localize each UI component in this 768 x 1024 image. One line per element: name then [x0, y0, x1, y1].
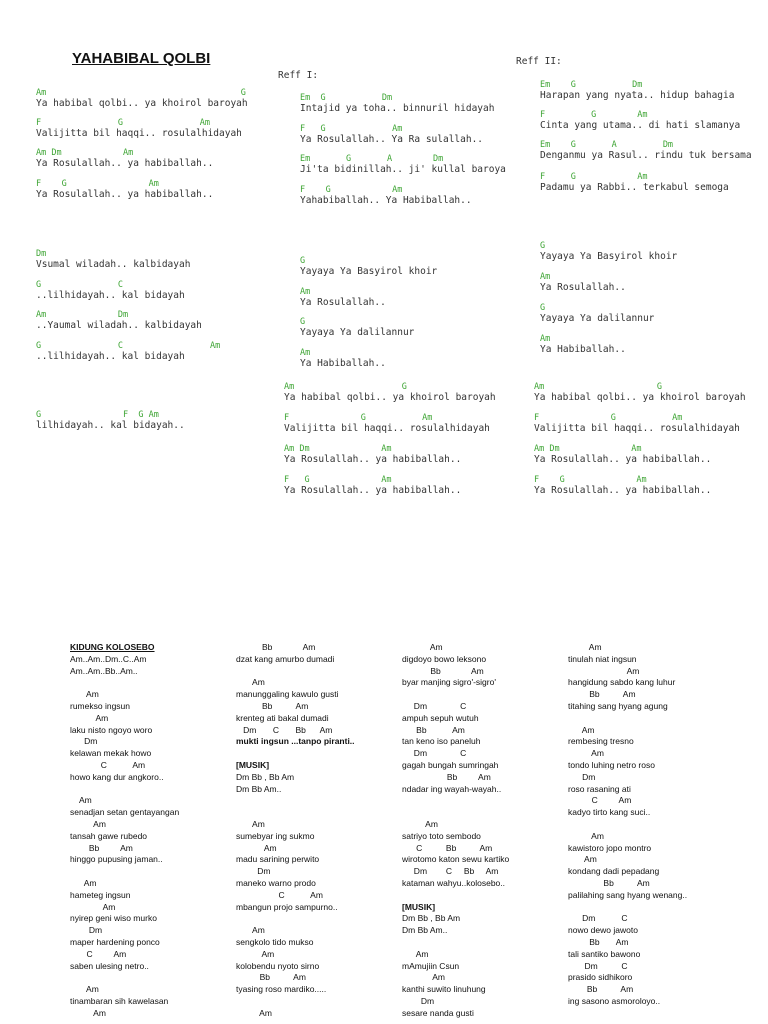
lyric-line: Ya Habiballah.. [300, 358, 386, 369]
song-line: digdoyo bowo leksono [402, 653, 487, 664]
song-line: Bb Am [236, 642, 316, 652]
song-line: ndadar ing wayah-wayah.. [402, 783, 502, 794]
lyric-line: Ya Rosulallah.. ya habiballah.. [284, 485, 462, 496]
song-line: [MUSIK] [402, 901, 436, 912]
song-line: Bb Am [568, 689, 636, 700]
lyric-line: Ya Rosulallah.. ya habiballah.. [534, 454, 712, 465]
song-line: Bb Am [568, 984, 634, 995]
song-line: Am [236, 948, 275, 959]
chord-line: G [540, 241, 546, 251]
song-line: Am [70, 689, 99, 700]
song-line: palilahing sang hyang wenang.. [568, 889, 688, 900]
song-line: Dm C Bb Am [236, 724, 333, 735]
lyric-line: Denganmu ya Rasul.. rindu tuk bersama [540, 150, 752, 161]
song-line: kolobendu nyoto sirno [236, 960, 320, 971]
song-line: tinulah niat ingsun [568, 653, 637, 664]
lyric-line: Yayaya Ya Basyirol khoir [300, 266, 438, 277]
lyric-line: Ya Rosulallah.. ya habiballah.. [36, 158, 214, 169]
chord-line: Am Dm Am [534, 444, 642, 454]
song-line: Bb Am [568, 878, 650, 888]
song-line: Bb Am [402, 724, 465, 735]
chord-line: F G Am [36, 179, 159, 189]
chord-line: G [300, 256, 306, 266]
chord-line: Em G Dm [540, 80, 643, 90]
song-line: Am [568, 854, 597, 865]
song-line: Am [236, 1007, 272, 1018]
song-line: Am [236, 819, 265, 829]
chord-line: Am [300, 287, 311, 297]
chord-line: Am Dm Am [36, 148, 134, 158]
song-line: Dm [70, 925, 103, 936]
chord-line: F G Am [300, 185, 403, 195]
song-title-kidung: KIDUNG KOLOSEBO [70, 642, 155, 652]
chord-line: G [540, 303, 546, 313]
lyric-line: Cinta yang utama.. di hati slamanya [540, 120, 741, 131]
chord-line: F G Am [534, 413, 683, 423]
lyric-line: Valijitta bil haqqi.. rosulalhidayah [36, 128, 242, 139]
song-line: Dm Bb Am.. [402, 925, 448, 936]
lyric-line: Ya Rosulallah.. ya habiballah.. [36, 189, 214, 200]
song-line: kanthi suwito linuhung [402, 984, 486, 995]
song-line: tan keno iso paneluh [402, 736, 481, 747]
song-line: Bb Am [402, 771, 491, 782]
chord-line: F G Am [36, 118, 210, 128]
song-line: rembesing tresno [568, 736, 634, 747]
song-line: Am [70, 819, 106, 829]
song-line: kadyo tirto kang suci.. [568, 807, 651, 818]
chord-line: G C [36, 280, 123, 290]
song-line: nowo dewo jawoto [568, 925, 638, 936]
chord-line: Em G A Dm [540, 140, 674, 150]
song-line: Am [402, 972, 445, 983]
song-line: prasido sidhikoro [568, 972, 633, 983]
chord-line: Em G A Dm [300, 154, 444, 164]
song-line: Am [568, 724, 595, 735]
song-line: C Am [70, 760, 146, 770]
song-line: Am..Am..Dm..C..Am [70, 653, 147, 664]
chord-line: Am [540, 272, 551, 282]
song-line: Dm C [402, 748, 467, 759]
lyric-line: Ya Rosulallah.. Ya Ra sulallah.. [300, 134, 484, 145]
chord-line: F G Am [540, 110, 648, 120]
song-line: Am [70, 878, 97, 888]
lyric-line: Yayaya Ya dalilannur [540, 313, 655, 324]
song-line: tondo luhing netro roso [568, 760, 655, 770]
chord-line: Am Dm [36, 310, 129, 320]
song-line: maper hardening ponco [70, 937, 160, 947]
song-line: Am [70, 984, 99, 995]
lyric-line: Intajid ya toha.. binnuril hidayah [300, 103, 495, 114]
lyric-line: Ya Rosulallah.. [300, 297, 386, 308]
lyric-line: Yayaya Ya Basyirol khoir [540, 251, 678, 262]
lyric-line: Valijitta bil haqqi.. rosulalhidayah [284, 423, 490, 434]
song-line: Dm Bb Am.. [236, 783, 282, 794]
song-line: Am [70, 795, 92, 806]
song-line: Am [568, 665, 640, 676]
chord-line: Am Dm Am [284, 444, 392, 454]
lyric-line: Ya habibal qolbi.. ya khoirol baroyah [36, 98, 248, 109]
song-title: YAHABIBAL QOLBI [72, 50, 211, 67]
song-line: manunggaling kawulo gusti [236, 689, 339, 700]
lyric-line: Ji'ta bidinillah.. ji' kullal baroya [300, 164, 506, 175]
song-line: senadjan setan gentayangan [70, 807, 180, 818]
song-line: sesare nanda gusti [402, 1007, 474, 1018]
song-line: howo kang dur angkoro.. [70, 771, 164, 782]
lyric-line: ..Yaumal wiladah.. kalbidayah [36, 320, 202, 331]
song-line: [MUSIK] [236, 760, 270, 770]
song-line: C Am [236, 889, 323, 900]
song-line: Am [402, 642, 443, 652]
lyric-line: Ya Rosulallah.. [540, 282, 626, 293]
song-line: tyasing roso mardiko..... [236, 984, 327, 995]
song-line: tansah gawe rubedo [70, 830, 148, 841]
song-line: Dm [236, 866, 271, 877]
song-line: Am [70, 901, 116, 912]
lyric-line: Harapan yang nyata.. hidup bahagia [540, 90, 735, 101]
chord-line: Dm [36, 249, 47, 259]
song-line: ing sasono asmoroloyo.. [568, 996, 661, 1006]
song-line: Dm Bb , Bb Am [402, 913, 461, 924]
song-line: Dm [568, 771, 596, 782]
chord-line: Am G [534, 382, 662, 392]
lyric-line: Padamu ya Rabbi.. terkabul semoga [540, 182, 729, 193]
song-line: mbangun projo sampurno.. [236, 901, 338, 912]
song-line: ampuh sepuh wutuh [402, 712, 479, 723]
song-line: Am [70, 712, 109, 723]
song-line: Am [236, 677, 265, 688]
lyric-line: Yahabiballah.. Ya Habiballah.. [300, 195, 472, 206]
song-line: Am [568, 830, 604, 841]
chord-line: F G Am [540, 172, 648, 182]
song-line: Am..Am..Bb..Am.. [70, 665, 138, 676]
song-line: titahing sang hyang agung [568, 701, 668, 711]
song-line: Dm [70, 736, 98, 747]
song-line: kelawan mekak howo [70, 748, 152, 759]
song-line: Bb Am [402, 665, 484, 676]
chord-line: Am G [36, 88, 246, 98]
song-line: C Bb Am [402, 842, 493, 853]
song-line: krenteg ati bakal dumadi [236, 712, 329, 723]
song-line: Am [236, 842, 277, 853]
song-line: saben ulesing netro.. [70, 960, 149, 971]
song-line: tinambaran sih kawelasan [70, 996, 169, 1006]
song-line: Dm C [568, 913, 628, 924]
chord-line: F G Am [284, 475, 392, 485]
song-line: laku nisto ngoyo woro [70, 724, 153, 735]
lyric-line: Valijitta bil haqqi.. rosulalhidayah [534, 423, 740, 434]
chord-line: G F G Am [36, 410, 159, 420]
song-line: Am [402, 819, 438, 829]
chord-line: Am [300, 348, 311, 358]
lyric-line: lilhidayah.. kal bidayah.. [36, 420, 185, 431]
song-line: C Am [70, 948, 127, 959]
song-line: maneko warno prodo [236, 878, 316, 888]
reff2-label: Reff II: [516, 56, 562, 67]
song-line: tali santiko bawono [568, 948, 641, 959]
song-line: gagah bungah sumringah [402, 760, 499, 770]
chord-line: F G Am [534, 475, 647, 485]
song-line: Dm [402, 996, 435, 1006]
chord-line: F G Am [300, 124, 403, 134]
song-line: Am [70, 1007, 106, 1018]
chord-line: G C Am [36, 341, 221, 351]
chord-line: Am [540, 334, 551, 344]
song-line: sengkolo tido mukso [236, 937, 314, 947]
song-line: mukti ingsun ...tanpo piranti.. [236, 736, 355, 747]
song-line: Dm C Bb Am [402, 866, 499, 877]
song-line: sumebyar ing sukmo [236, 830, 315, 841]
song-line: kataman wahyu..kolosebo.. [402, 878, 506, 888]
song-line: kawistoro jopo montro [568, 842, 652, 853]
lyric-line: Ya habibal qolbi.. ya khoirol baroyah [284, 392, 496, 403]
chord-line: F G Am [284, 413, 433, 423]
lyric-line: Ya habibal qolbi.. ya khoirol baroyah [534, 392, 746, 403]
chord-line: Am G [284, 382, 407, 392]
song-line: Bb Am [236, 972, 306, 983]
song-line: Am [402, 948, 429, 959]
song-line: hameteg ingsun [70, 889, 131, 900]
song-line: hinggo pupusing jaman.. [70, 854, 163, 865]
reff1-label: Reff I: [278, 70, 319, 81]
lyric-line: ..lilhidayah.. kal bidayah [36, 290, 185, 301]
song-line: wirotomo katon sewu kartiko [402, 854, 510, 865]
song-line: Dm C [402, 701, 467, 711]
song-line: hangidung sabdo kang luhur [568, 677, 676, 688]
lyric-line: Vsumal wiladah.. kalbidayah [36, 259, 191, 270]
song-line: C Am [568, 795, 632, 806]
lyric-line: Yayaya Ya dalilannur [300, 327, 415, 338]
song-line: dzat kang amurbo dumadi [236, 653, 335, 664]
song-line: Am [568, 748, 604, 759]
song-line: kondang dadi pepadang [568, 866, 660, 877]
chord-line: Em G Dm [300, 93, 393, 103]
lyric-line: Ya Rosulallah.. ya habiballah.. [534, 485, 712, 496]
song-line: Am [568, 642, 602, 652]
song-line: roso rasaning ati [568, 783, 631, 794]
song-line: Dm C [568, 960, 628, 971]
song-line: madu sarining perwito [236, 854, 320, 865]
song-line: Bb Am [236, 701, 309, 711]
song-line: nyirep geni wiso murko [70, 913, 157, 924]
song-line: Bb Am [568, 937, 629, 947]
song-line: Am [236, 925, 265, 936]
lyric-line: Ya Rosulallah.. ya habiballah.. [284, 454, 462, 465]
song-line: Dm Bb , Bb Am [236, 771, 295, 782]
song-line: Bb Am [70, 842, 133, 853]
chord-line: G [300, 317, 306, 327]
lyric-line: Ya Habiballah.. [540, 344, 626, 355]
song-line: rumekso ingsun [70, 701, 131, 711]
song-line: byar manjing sigro'-sigro' [402, 677, 496, 688]
lyric-line: ..lilhidayah.. kal bidayah [36, 351, 185, 362]
song-line: satriyo toto sembodo [402, 830, 481, 841]
song-line: mAmujiin Csun [402, 960, 460, 971]
